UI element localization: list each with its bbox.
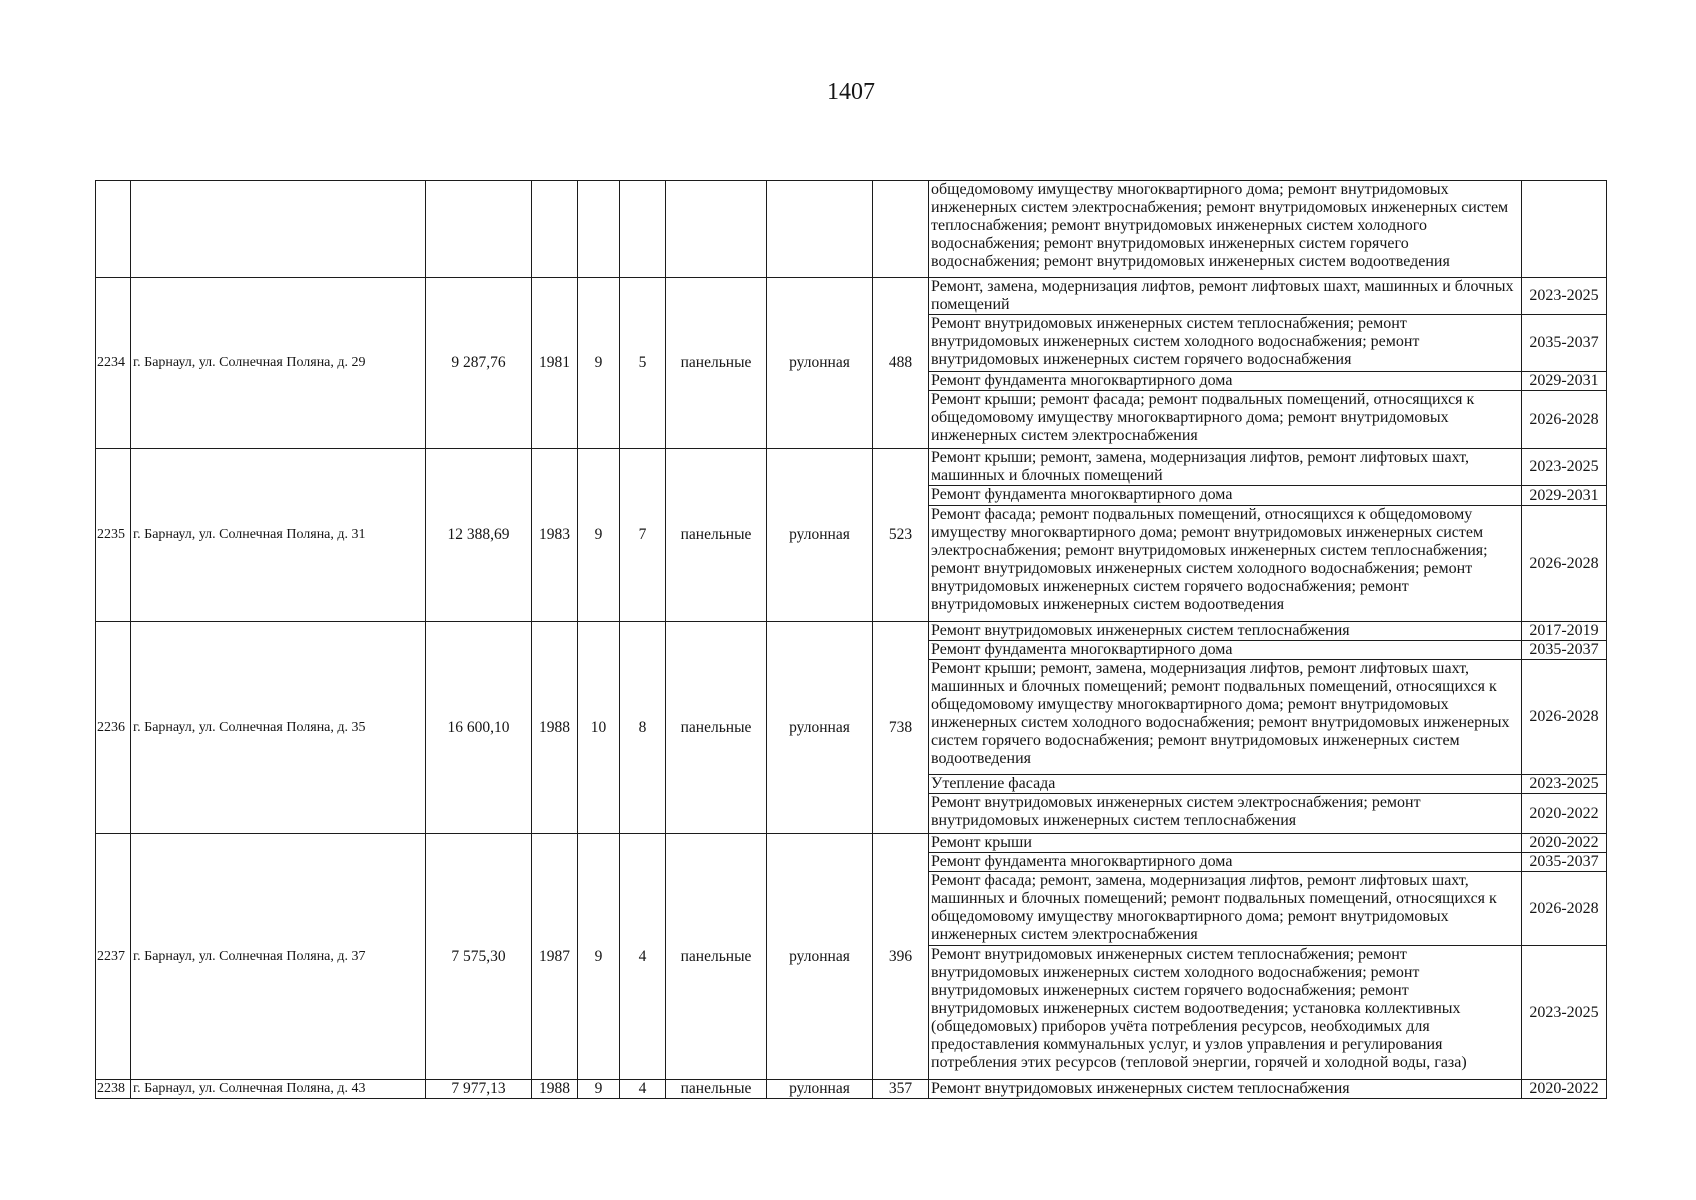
roof-type: рулонная — [767, 449, 873, 622]
work-description: Ремонт фасада; ремонт подвальных помещений, относящихся к общедомовому имуществу многоквартирного дома; ремонт внутридомовых инженерных систем электроснабжения; ремонт внутридомовых инженерных систем теплоснабжения; ремонт внутридомовых инженерных систем холодного водоснабжения; ремонт внутридомовых инженерных систем горячего водоснабжения; ремонт внутридомовых инженерных систем водоотведения — [929, 506, 1522, 622]
commissioning-year: 1981 — [532, 278, 578, 449]
work-period: 2035-2037 — [1522, 641, 1607, 660]
commissioning-year: 1988 — [532, 1080, 578, 1099]
building-row — [96, 449, 1607, 486]
work-period: 2020-2022 — [1522, 1080, 1607, 1099]
building-number: 2235 — [96, 449, 131, 622]
work-period: 2023-2025 — [1522, 946, 1607, 1080]
building-address: г. Барнаул, ул. Солнечная Поляна, д. 37 — [131, 834, 426, 1080]
building-row — [96, 278, 1607, 315]
repair-schedule-table — [95, 180, 1607, 1099]
work-description: общедомовому имуществу многоквартирного дома; ремонт внутридомовых инженерных систем электроснабжения; ремонт внутридомовых инженерных систем теплоснабжения; ремонт внутридомовых инженерных систем холодного водоснабжения; ремонт внутридомовых инженерных систем горячего водоснабжения; ремонт внутридомовых инженерных систем водоотведения — [929, 181, 1522, 278]
entrances-count: 7 — [620, 449, 666, 622]
work-period: 2029-2031 — [1522, 372, 1607, 391]
total-area: 9 287,76 — [426, 278, 532, 449]
building-row — [96, 622, 1607, 641]
roof-type: рулонная — [767, 622, 873, 834]
empty-cell — [767, 181, 873, 278]
roof-type: рулонная — [767, 278, 873, 449]
building-address: г. Барнаул, ул. Солнечная Поляна, д. 43 — [131, 1080, 426, 1099]
work-period: 2023-2025 — [1522, 775, 1607, 794]
building-address: г. Барнаул, ул. Солнечная Поляна, д. 35 — [131, 622, 426, 834]
floors-count: 9 — [578, 1080, 620, 1099]
building-address: г. Барнаул, ул. Солнечная Поляна, д. 29 — [131, 278, 426, 449]
work-description: Ремонт фундамента многоквартирного дома — [929, 641, 1522, 660]
building-row — [96, 834, 1607, 853]
empty-cell — [578, 181, 620, 278]
total-area: 7 575,30 — [426, 834, 532, 1080]
residents-count: 396 — [873, 834, 929, 1080]
work-description: Ремонт крыши; ремонт, замена, модернизация лифтов, ремонт лифтовых шахт, машинных и блочных помещений — [929, 449, 1522, 486]
work-period: 2026-2028 — [1522, 660, 1607, 775]
floors-count: 9 — [578, 278, 620, 449]
work-period: 2026-2028 — [1522, 506, 1607, 622]
continuation-row — [96, 181, 1607, 278]
empty-cell — [620, 181, 666, 278]
entrances-count: 8 — [620, 622, 666, 834]
roof-type: рулонная — [767, 834, 873, 1080]
roof-type: рулонная — [767, 1080, 873, 1099]
wall-material: панельные — [666, 1080, 767, 1099]
work-description: Ремонт фундамента многоквартирного дома — [929, 486, 1522, 506]
building-number: 2236 — [96, 622, 131, 834]
residents-count: 357 — [873, 1080, 929, 1099]
building-row — [96, 1080, 1607, 1099]
commissioning-year: 1983 — [532, 449, 578, 622]
empty-cell — [532, 181, 578, 278]
entrances-count: 5 — [620, 278, 666, 449]
work-period: 2026-2028 — [1522, 391, 1607, 449]
total-area: 12 388,69 — [426, 449, 532, 622]
building-number: 2238 — [96, 1080, 131, 1099]
building-number: 2234 — [96, 278, 131, 449]
work-description: Утепление фасада — [929, 775, 1522, 794]
work-period: 2035-2037 — [1522, 315, 1607, 372]
building-address: г. Барнаул, ул. Солнечная Поляна, д. 31 — [131, 449, 426, 622]
empty-cell — [426, 181, 532, 278]
work-period: 2026-2028 — [1522, 872, 1607, 946]
commissioning-year: 1987 — [532, 834, 578, 1080]
work-description: Ремонт крыши — [929, 834, 1522, 853]
work-description: Ремонт фундамента многоквартирного дома — [929, 372, 1522, 391]
wall-material: панельные — [666, 278, 767, 449]
work-period: 2035-2037 — [1522, 853, 1607, 872]
residents-count: 488 — [873, 278, 929, 449]
commissioning-year: 1988 — [532, 622, 578, 834]
work-description: Ремонт крыши; ремонт фасада; ремонт подвальных помещений, относящихся к общедомовому имуществу многоквартирного дома; ремонт внутридомовых инженерных систем электроснабжения — [929, 391, 1522, 449]
building-number: 2237 — [96, 834, 131, 1080]
work-description: Ремонт фасада; ремонт, замена, модернизация лифтов, ремонт лифтовых шахт, машинных и блочных помещений; ремонт подвальных помещений, относящихся к общедомовому имуществу многоквартирного дома; ремонт внутридомовых инженерных систем электроснабжения — [929, 872, 1522, 946]
floors-count: 9 — [578, 834, 620, 1080]
work-description: Ремонт внутридомовых инженерных систем электроснабжения; ремонт внутридомовых инженерных систем теплоснабжения — [929, 794, 1522, 834]
floors-count: 10 — [578, 622, 620, 834]
work-period: 2020-2022 — [1522, 834, 1607, 853]
floors-count: 9 — [578, 449, 620, 622]
wall-material: панельные — [666, 622, 767, 834]
entrances-count: 4 — [620, 1080, 666, 1099]
work-period: 2017-2019 — [1522, 622, 1607, 641]
work-description: Ремонт крыши; ремонт, замена, модернизация лифтов, ремонт лифтовых шахт, машинных и блочных помещений; ремонт подвальных помещений, относящихся к общедомовому имуществу многоквартирного дома; ремонт внутридомовых инженерных систем холодного водоснабжения; ремонт внутридомовых инженерных систем горячего водоснабжения; ремонт внутридомовых инженерных систем водоотведения — [929, 660, 1522, 775]
work-period: 2020-2022 — [1522, 794, 1607, 834]
empty-cell — [873, 181, 929, 278]
page-number: 1407 — [827, 79, 875, 105]
empty-cell — [666, 181, 767, 278]
empty-cell — [96, 181, 131, 278]
work-period: 2029-2031 — [1522, 486, 1607, 506]
work-description: Ремонт внутридомовых инженерных систем теплоснабжения; ремонт внутридомовых инженерных систем холодного водоснабжения; ремонт внутридомовых инженерных систем горячего водоснабжения; ремонт внутридомовых инженерных систем водоотведения; установка коллективных (общедомовых) приборов учёта потребления ресурсов, необходимых для предоставления коммунальных услуг, и узлов управления и регулирования потребления этих ресурсов (тепловой энергии, горячей и холодной воды, газа) — [929, 946, 1522, 1080]
total-area: 7 977,13 — [426, 1080, 532, 1099]
work-description: Ремонт, замена, модернизация лифтов, ремонт лифтовых шахт, машинных и блочных помещений — [929, 278, 1522, 315]
work-description: Ремонт внутридомовых инженерных систем теплоснабжения — [929, 1080, 1522, 1099]
wall-material: панельные — [666, 834, 767, 1080]
work-description: Ремонт внутридомовых инженерных систем теплоснабжения; ремонт внутридомовых инженерных систем холодного водоснабжения; ремонт внутридомовых инженерных систем горячего водоснабжения — [929, 315, 1522, 372]
residents-count: 523 — [873, 449, 929, 622]
work-period: 2023-2025 — [1522, 278, 1607, 315]
work-description: Ремонт внутридомовых инженерных систем теплоснабжения — [929, 622, 1522, 641]
residents-count: 738 — [873, 622, 929, 834]
work-period: 2023-2025 — [1522, 449, 1607, 486]
total-area: 16 600,10 — [426, 622, 532, 834]
empty-cell — [1522, 181, 1607, 278]
entrances-count: 4 — [620, 834, 666, 1080]
empty-cell — [131, 181, 426, 278]
work-description: Ремонт фундамента многоквартирного дома — [929, 853, 1522, 872]
wall-material: панельные — [666, 449, 767, 622]
